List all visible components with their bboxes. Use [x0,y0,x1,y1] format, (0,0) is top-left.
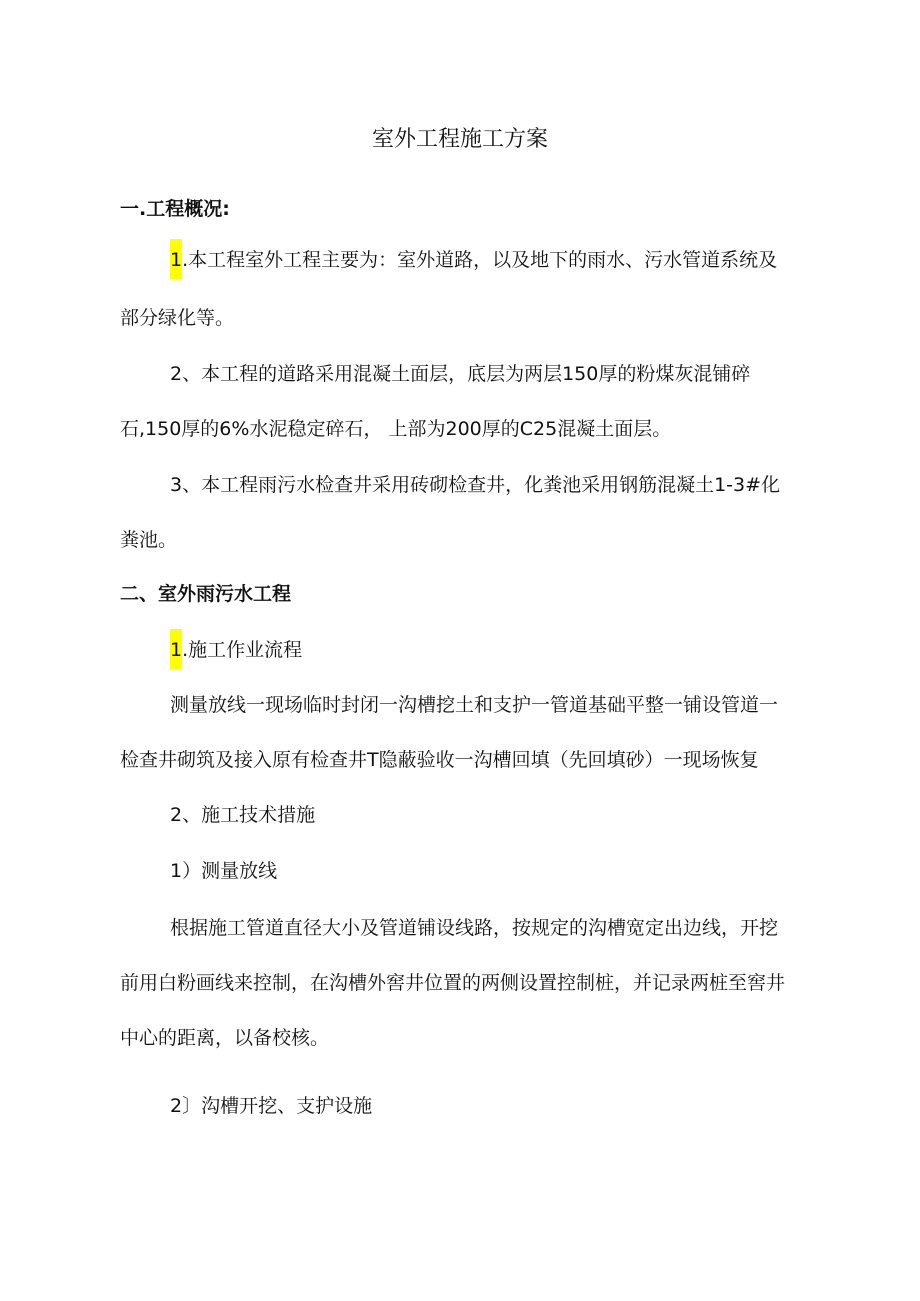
document-title: 室外工程施工方案 [371,127,548,152]
section1-item1-text: .本工程室外工程主要为：室外道路，以及地下的雨水、污水管道系统及 [182,249,778,271]
section2-item1-text: .施工作业流程 [182,639,303,661]
section1-item3-line2: 粪池。 [120,529,178,551]
section1-item1-line2: 部分绿化等。 [120,307,235,329]
section1-item3-line1: 3、本工程雨污水检查井采用砖砌检查井，化粪池采用钢筋混凝土1-3#化 [170,474,781,496]
section2-item2: 2、施工技术措施 [170,804,316,826]
sub1-text-line2: 前用白粉画线来控制，在沟槽外窖井位置的两侧设置控制桩，并记录两桩至窖井 [120,972,786,994]
highlighted-number: 1 [170,629,182,669]
flow-line1: 测量放线一现场临时封闭一沟槽挖土和支护一管道基础平整一铺设管道一 [170,694,779,716]
section2-item1 [170,635,870,665]
section1-item1-line1 [170,245,870,275]
flow-line2: 检查井砌筑及接入原有检查井T隐蔽验收一沟槽回填（先回填砂）一现场恢复 [120,749,759,771]
sub2-heading: 2〕沟槽开挖、支护设施 [170,1095,373,1117]
sub1-text-line1: 根据施工管道直径大小及管道铺设线路，按规定的沟槽宽定出边线，开挖 [170,917,779,939]
section1-item2-line1: 2、本工程的道路采用混凝土面层，底层为两层150厚的粉煤灰混铺碎 [170,363,751,385]
section2-heading: 二、室外雨污水工程 [120,583,292,605]
section1-item2-line2: 石,150厚的6%水泥稳定碎石， 上部为200厚的C25混凝土面层。 [120,418,672,440]
sub1-text-line3: 中心的距离，以备校核。 [120,1027,330,1049]
section1-heading: 一.工程概况: [120,198,230,220]
sub1-heading: 1）测量放线 [170,860,278,882]
highlighted-number: 1 [170,239,182,279]
